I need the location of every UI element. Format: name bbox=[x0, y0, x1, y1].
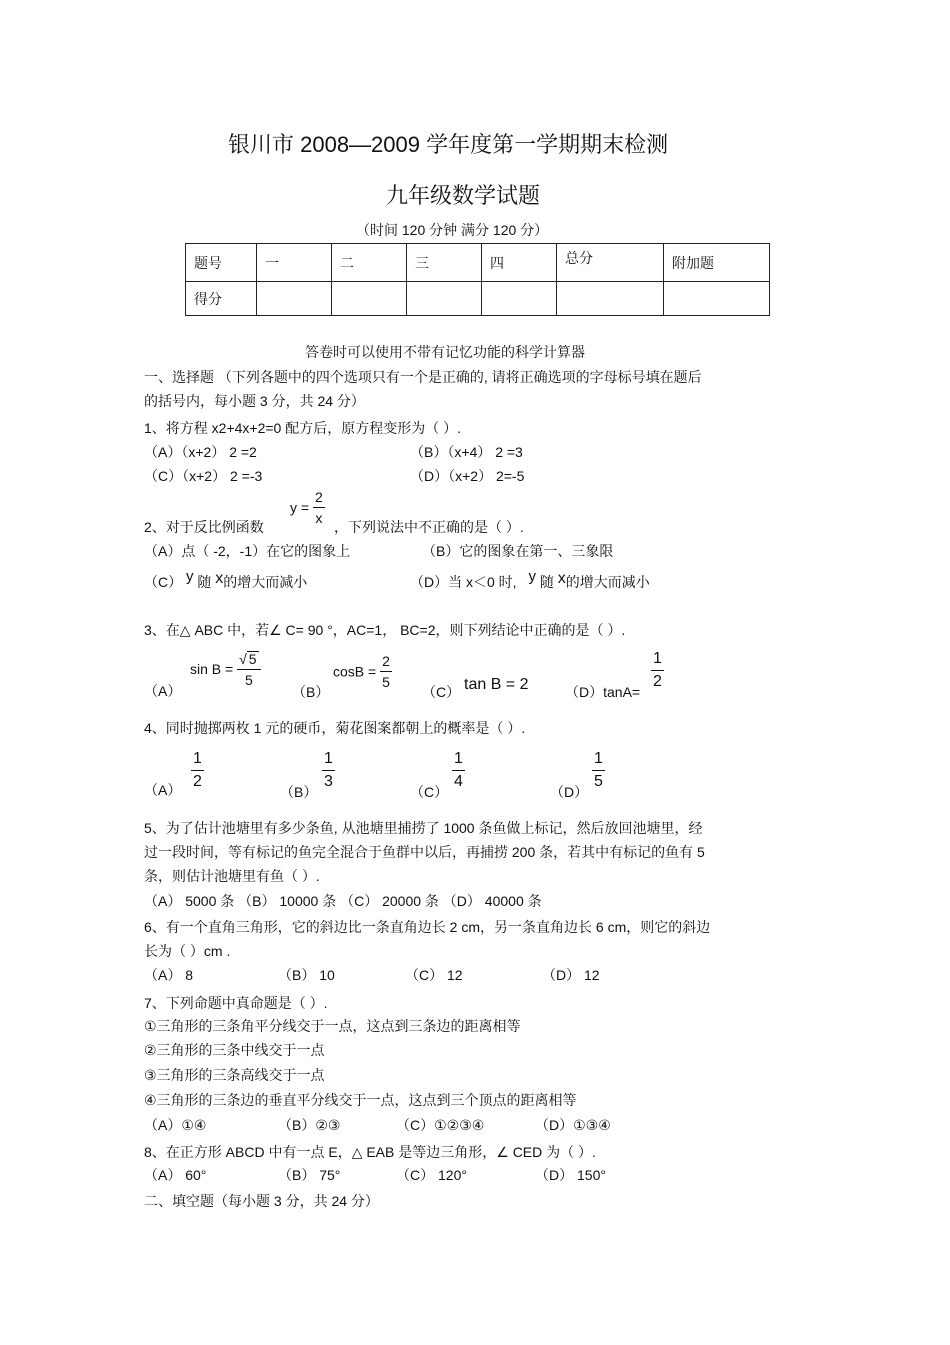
q2-stem-suffix: ，下列说法中不正确的是（ ）. bbox=[334, 519, 524, 535]
q7-option-b: （B）②③ bbox=[278, 1117, 341, 1133]
score-cell[interactable] bbox=[664, 282, 770, 316]
q6-option-c: （C） 12 bbox=[405, 967, 463, 983]
q3-d-den: 2 bbox=[653, 673, 662, 690]
q3-a-label: （A） bbox=[144, 683, 182, 699]
time-info: （时间 120 分钟 满分 120 分） bbox=[356, 222, 549, 238]
q4-b-den: 3 bbox=[324, 773, 333, 790]
q7-statement-2: ②三角形的三条中线交于一点 bbox=[144, 1042, 325, 1058]
q1-option-b: （B）（x+4） 2 =3 bbox=[410, 444, 523, 460]
q7-option-a: （A）①④ bbox=[144, 1117, 207, 1133]
table-cell: 总分 bbox=[557, 244, 664, 282]
q3-d-label: （D）tanA= bbox=[565, 684, 641, 700]
q5-line3: 条，则估计池塘里有鱼（ ）. bbox=[144, 868, 320, 884]
q6-option-a: （A） 8 bbox=[144, 967, 194, 983]
q1-option-d: （D）（x+2） 2=-5 bbox=[410, 468, 525, 484]
q2-fraction bbox=[313, 490, 325, 525]
table-cell: 得分 bbox=[186, 282, 257, 316]
q3-a-fraction bbox=[237, 651, 260, 687]
q3-d-num: 1 bbox=[651, 651, 664, 671]
table-cell: 一 bbox=[257, 244, 332, 282]
score-table bbox=[185, 243, 770, 316]
q3-a-num: √ 5 bbox=[237, 651, 260, 670]
q2-d-y: y bbox=[528, 568, 536, 585]
q4-c-fraction bbox=[452, 751, 465, 790]
table-cell: 四 bbox=[482, 244, 557, 282]
q1-option-c: （C）（x+2） 2 =-3 bbox=[144, 468, 263, 484]
q8-option-a: （A） 60° bbox=[144, 1167, 207, 1183]
q3-d-fraction bbox=[651, 651, 664, 690]
q4-b-num: 1 bbox=[322, 751, 335, 771]
q7-statement-4: ④三角形的三条边的垂直平分线交于一点，这点到三个顶点的距离相等 bbox=[144, 1092, 577, 1108]
q2-d-end: 的增大而减小 bbox=[565, 574, 650, 590]
q2-c-label: （C） bbox=[144, 574, 183, 590]
q3-option-b bbox=[333, 654, 392, 689]
q2-c-x: x bbox=[215, 570, 224, 587]
q1-option-a: （A）（x+2） 2 =2 bbox=[144, 444, 257, 460]
q4-c-num: 1 bbox=[452, 751, 465, 771]
q7-option-d: （D）①③④ bbox=[535, 1117, 611, 1133]
q8-option-b: （B） 75° bbox=[278, 1167, 341, 1183]
q4-b-label: （B） bbox=[280, 784, 318, 800]
q2-option-d bbox=[410, 568, 650, 592]
q8-option-c: （C） 120° bbox=[396, 1167, 467, 1183]
q2-formula bbox=[290, 490, 325, 525]
q2-option-b: （B）它的图象在第一、三象限 bbox=[422, 543, 614, 559]
q2-stem-prefix: 2、对于反比例函数 bbox=[144, 519, 264, 535]
q2-y-eq: y = bbox=[290, 499, 310, 516]
q4-d-den: 5 bbox=[594, 773, 603, 790]
q4-d-fraction bbox=[592, 751, 605, 790]
q4-a-label: （A） bbox=[144, 782, 182, 798]
q5-line2: 过一段时间，等有标记的鱼完全混合于鱼群中以后，再捕捞 200 条，若其中有标记的鱼有 5 bbox=[144, 844, 705, 860]
q4-c-den: 4 bbox=[454, 773, 463, 790]
score-cell[interactable] bbox=[332, 282, 407, 316]
score-cell[interactable] bbox=[407, 282, 482, 316]
q3-d-frac bbox=[651, 651, 664, 690]
q2-c-mid: 随 bbox=[197, 574, 212, 590]
q7-stem: 7、下列命题中真命题是（ ）. bbox=[144, 995, 328, 1011]
q4-b-frac bbox=[322, 751, 335, 790]
table-cell: 题号 bbox=[186, 244, 257, 282]
section1-heading: 一、选择题 （下列各题中的四个选项只有一个是正确的, 请将正确选项的字母标号填在题后 bbox=[144, 369, 702, 385]
q8-stem: 8、在正方形 ABCD 中有一点 E，△ EAB 是等边三角形，∠ CED 为（ ）. bbox=[144, 1144, 596, 1160]
q4-d-label: （D） bbox=[550, 784, 589, 800]
q4-a-fraction bbox=[191, 751, 204, 790]
table-row bbox=[186, 244, 770, 282]
table-cell: 三 bbox=[407, 244, 482, 282]
q3-c-expr: tan B = 2 bbox=[464, 676, 529, 693]
section1-heading-cont: 的括号内，每小题 3 分，共 24 分） bbox=[144, 393, 365, 409]
notice: 答卷时可以使用不带有记忆功能的科学计算器 bbox=[305, 344, 585, 360]
q5-options: （A） 5000 条 （B） 10000 条 （C） 20000 条 （D） 40000 条 bbox=[144, 893, 542, 909]
q5-line1: 5、为了估计池塘里有多少条鱼, 从池塘里捕捞了 1000 条鱼做上标记，然后放回池塘里，经 bbox=[144, 820, 703, 836]
q2-option-c bbox=[144, 568, 308, 592]
q6-line1: 6、有一个直角三角形，它的斜边比一条直角边长 2 cm，另一条直角边长 6 cm，则它的斜边 bbox=[144, 919, 711, 935]
q7-statement-3: ③三角形的三条高线交于一点 bbox=[144, 1067, 325, 1083]
q4-d-frac bbox=[592, 751, 605, 790]
score-cell[interactable] bbox=[557, 282, 664, 316]
section2-heading: 二、填空题（每小题 3 分，共 24 分） bbox=[144, 1193, 379, 1209]
q2-d-x: x bbox=[557, 570, 566, 587]
table-cell: 附加题 bbox=[664, 244, 770, 282]
q4-a-num: 1 bbox=[191, 751, 204, 771]
q3-a-den: 5 bbox=[244, 672, 253, 688]
q6-option-b: （B） 10 bbox=[278, 967, 335, 983]
q6-line2: 长为（ ）cm . bbox=[144, 943, 231, 959]
q6-option-d: （D） 12 bbox=[542, 967, 600, 983]
q3-a-radicand: 5 bbox=[248, 651, 257, 667]
q4-b-fraction bbox=[322, 751, 335, 790]
q3-a-expr: sin B = bbox=[190, 661, 234, 677]
q4-a-frac bbox=[191, 751, 204, 790]
exam-title: 银川市 2008—2009 学年度第一学期期末检测 bbox=[228, 132, 669, 157]
q4-d-num: 1 bbox=[592, 751, 605, 771]
q2-c-y: y bbox=[186, 568, 194, 585]
q2-option-a: （A）点（ -2，-1）在它的图象上 bbox=[144, 543, 351, 559]
table-row bbox=[186, 282, 770, 316]
score-cell[interactable] bbox=[257, 282, 332, 316]
q3-option-a bbox=[190, 651, 261, 687]
exam-subtitle: 九年级数学试题 bbox=[386, 183, 541, 208]
q3-b-label: （B） bbox=[292, 684, 330, 700]
q2-d-label: （D）当 x＜0 时, bbox=[410, 574, 517, 590]
q3-b-expr: cosB = bbox=[333, 663, 377, 680]
q4-stem: 4、同时抛掷两枚 1 元的硬币，菊花图案都朝上的概率是（ ）. bbox=[144, 720, 526, 736]
q1-stem: 1、将方程 x2+4x+2=0 配方后，原方程变形为（ ）. bbox=[144, 420, 462, 436]
q2-frac-den: x bbox=[315, 510, 323, 526]
q7-statement-1: ①三角形的三条角平分线交于一点，这点到三条边的距离相等 bbox=[144, 1018, 521, 1034]
score-cell[interactable] bbox=[482, 282, 557, 316]
q4-c-frac bbox=[452, 751, 465, 790]
q4-c-label: （C） bbox=[410, 784, 449, 800]
q2-d-mid: 随 bbox=[539, 574, 554, 590]
q4-a-den: 2 bbox=[193, 773, 202, 790]
q7-option-c: （C）①②③④ bbox=[396, 1117, 485, 1133]
q3-b-num: 2 bbox=[380, 654, 392, 672]
q2-frac-num: 2 bbox=[313, 490, 325, 508]
q3-stem: 3、在△ ABC 中，若∠ C= 90 °，AC=1， BC=2，则下列结论中正确的是（ ）. bbox=[144, 622, 626, 638]
q2-c-end: 的增大而减小 bbox=[223, 574, 308, 590]
table-cell: 二 bbox=[332, 244, 407, 282]
q3-c-label: （C） bbox=[422, 684, 461, 700]
q3-b-fraction bbox=[380, 654, 392, 689]
q8-option-d: （D） 150° bbox=[535, 1167, 606, 1183]
q3-b-den: 5 bbox=[382, 674, 390, 690]
